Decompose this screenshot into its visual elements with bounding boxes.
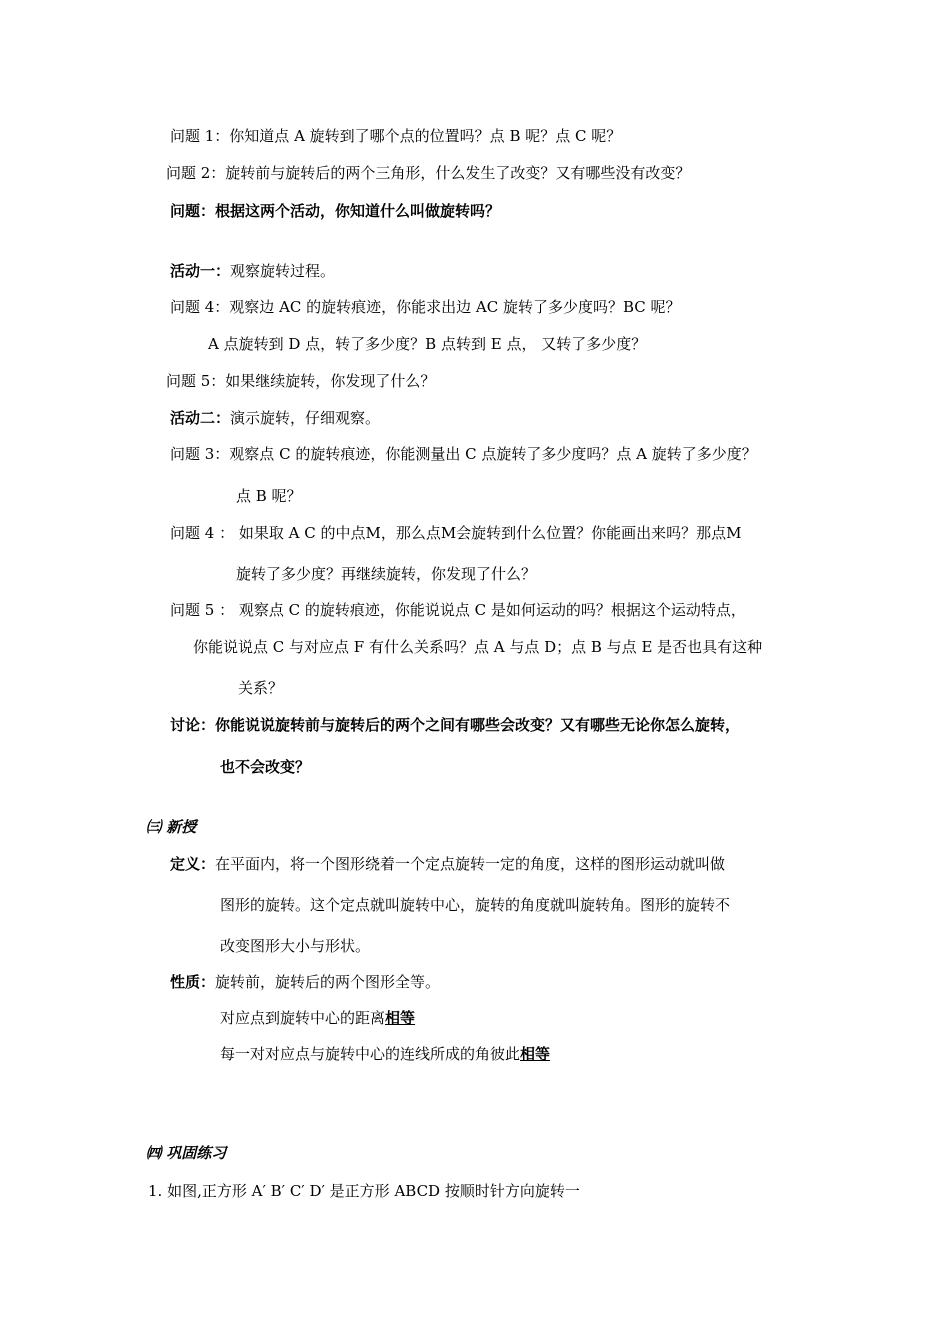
discussion: 讨论：你能说说旋转前与旋转后的两个之间有哪些会改变？又有哪些无论你怎么旋转， xyxy=(170,716,741,734)
activity-1-text: 观察旋转过程。 xyxy=(230,262,336,280)
definition xyxy=(170,854,725,874)
property-label: 性质： xyxy=(170,973,216,991)
activity-2 xyxy=(170,408,380,428)
property-3-text: 每一对对应点与旋转中心的连线所成的角彼此 xyxy=(220,1045,521,1063)
definition-continued-2: 改变图形大小与形状。 xyxy=(220,937,371,955)
activity-1-label: 活动一： xyxy=(170,262,231,280)
activity-2-text: 演示旋转，仔细观察。 xyxy=(230,409,381,427)
question-5b-continued-2: 关系？ xyxy=(238,679,284,697)
property-3-emphasis: 相等 xyxy=(520,1045,551,1063)
section-4-heading: ㈣ 巩固练习 xyxy=(146,1144,227,1162)
question-5a: 问题 5：如果继续旋转，你发现了什么？ xyxy=(166,372,436,390)
property-3 xyxy=(220,1044,550,1064)
question-3: 问题 3：观察点 C 的旋转痕迹，你能测量出 C 点旋转了多少度吗？点 A 旋转了多少度？ xyxy=(170,445,757,463)
question-3-continued: 点 B 呢？ xyxy=(236,487,302,505)
activity-2-label: 活动二： xyxy=(170,409,231,427)
question-4b-continued: 旋转了多少度？再继续旋转，你发现了什么？ xyxy=(236,565,537,583)
question-5b-continued-1: 你能说说点 C 与对应点 F 有什么关系吗？点 A 与点 D；点 B 与点 E 是否也具有这种 xyxy=(193,638,763,656)
definition-continued-1: 图形的旋转。这个定点就叫旋转中心，旋转的角度就叫旋转角。图形的旋转不 xyxy=(220,896,731,914)
property xyxy=(170,972,440,992)
main-question: 问题：根据这两个活动，你知道什么叫做旋转吗？ xyxy=(170,202,501,220)
section-3-heading: ㈢ 新授 xyxy=(146,818,197,836)
discussion-continued: 也不会改变？ xyxy=(220,758,311,776)
exercise-1: 1. 如图,正方形 A′ B′ C′ D′ 是正方形 ABCD 按顺时针方向旋转一 xyxy=(148,1182,580,1200)
definition-text: 在平面内，将一个图形绕着一个定点旋转一定的角度，这样的图形运动就叫做 xyxy=(215,855,726,873)
question-4a-continued: A 点旋转到 D 点，转了多少度？B 点转到 E 点， 又转了多少度？ xyxy=(208,335,647,353)
property-2 xyxy=(220,1008,415,1028)
question-5b: 问题 5 ： 观察点 C 的旋转痕迹，你能说说点 C 是如何运动的吗？根据这个运动特点， xyxy=(170,601,746,619)
question-1: 问题 1：你知道点 A 旋转到了哪个点的位置吗？点 B 呢？点 C 呢？ xyxy=(170,127,622,145)
property-2-text: 对应点到旋转中心的距离 xyxy=(220,1009,386,1027)
question-4a: 问题 4：观察边 AC 的旋转痕迹，你能求出边 AC 旋转了多少度吗？BC 呢？ xyxy=(170,298,681,316)
property-2-emphasis: 相等 xyxy=(385,1009,416,1027)
definition-label: 定义： xyxy=(170,855,216,873)
question-2: 问题 2：旋转前与旋转后的两个三角形，什么发生了改变？又有哪些没有改变？ xyxy=(166,164,691,182)
property-text: 旋转前，旋转后的两个图形全等。 xyxy=(215,973,441,991)
activity-1 xyxy=(170,261,335,281)
question-4b: 问题 4 ： 如果取 A C 的中点M，那么点M会旋转到什么位置？你能画出来吗？那点M xyxy=(170,524,742,542)
